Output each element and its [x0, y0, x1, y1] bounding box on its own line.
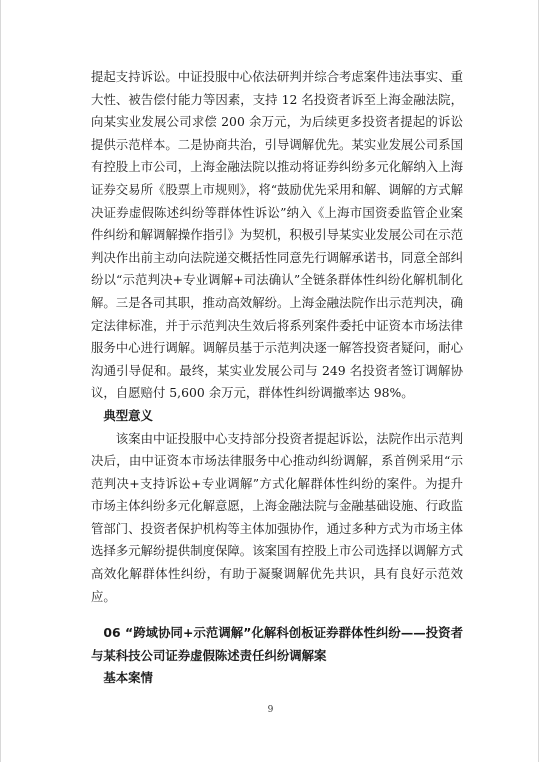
heading-typical-significance: 典型意义	[103, 407, 153, 423]
heading-basic-facts: 基本案情	[103, 670, 153, 686]
paragraph-case-process: 提起支持诉讼。中证投服中心依法研判并综合考虑案件违法事实、重大性、被告偿付能力等因素，支持 12 名投资者诉至上海金融法院，向某实业发展公司求偿 200 余万元，为后续更多投资者提起的诉讼提供示范样本。二是协商共治，引导调解优先。某实业发展公司系国有控股上市公司，上海金融法院以推动将证券纠纷多元化解纳入上海证券交易所《股票上市规则》，将“鼓励优先采用和解、调解的方式解决证券虚假陈述纠纷等群体性诉讼”纳入《上海市国资委监管企业案件纠纷和解调解操作指引》为契机，积极引导某实业发展公司在示范判决作出前主动向法院递交概括性同意先行调解承诺书，同意全部纠纷以“示范判决+专业调解+司法确认”全链条群体性纠纷化解机制化解。三是各司其职，推动高效解纷。上海金融法院作出示范判决，确定法律标准，并于示范判决生效后将系列案件委托中证资本市场法律服务中心进行调解。调解员基于示范判决逐一解答投资者疑问，耐心沟通引导促和。最终，某实业发展公司与 249 名投资者签订调解协议，自愿赔付 5,600 余万元，群体性纠纷调撤率达 98%。	[91, 69, 463, 401]
page-content	[91, 66, 463, 690]
case-06-title: 06 “跨域协同+示范调解”化解科创板证券群体性纠纷——投资者与某科技公司证券虚假陈述责任纠纷调解案	[91, 625, 463, 663]
page-number: 9	[267, 705, 274, 715]
paragraph-significance: 该案由中证投服中心支持部分投资者提起诉讼，法院作出示范判决后，由中证资本市场法律服务中心推动纠纷调解，系首例采用“示范判决+支持诉讼+专业调解”方式化解群体性纠纷的案件。为提升市场主体纠纷多元化解意愿，上海金融法院与金融基础设施、行政监管部门、投资者保护机构等主体加强协作，通过多种方式为市场主体选择多元解纷提供制度保障。该案国有控股上市公司选择以调解方式高效化解群体性纠纷，有助于凝聚调解优先共识，具有良好示范效应。	[91, 430, 463, 604]
